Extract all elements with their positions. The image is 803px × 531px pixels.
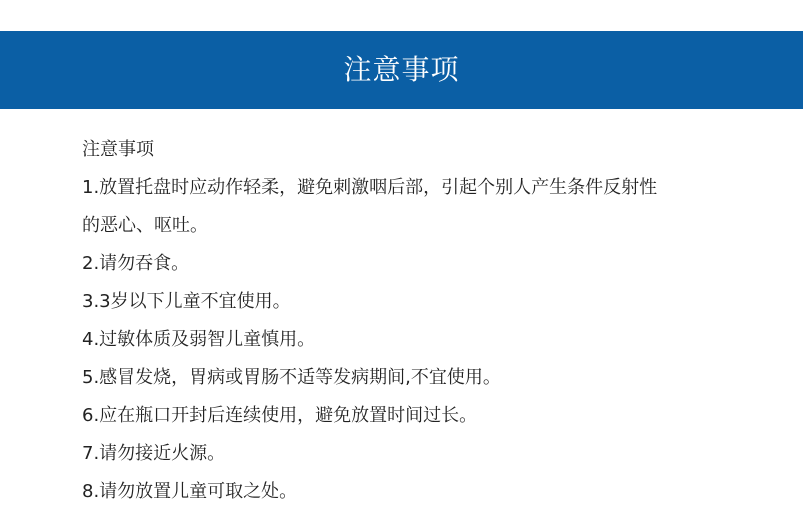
top-whitespace	[0, 0, 803, 31]
header-banner	[0, 31, 803, 109]
notice-line-8: 8.请勿放置儿童可取之处。	[82, 481, 298, 502]
notice-line-6: 6.应在瓶口开封后连续使用，避免放置时间过长。	[82, 405, 478, 426]
notice-line-5: 5.感冒发烧，胃病或胃肠不适等发病期间,不宜使用。	[82, 367, 501, 388]
page-title: 注意事项	[343, 53, 460, 86]
notice-line-2: 2.请勿吞食。	[82, 253, 190, 274]
notice-line-1-continued: 的恶心、呕吐。	[82, 215, 208, 236]
notice-line-3: 3.3岁以下儿童不宜使用。	[82, 291, 291, 312]
notice-line-7: 7.请勿接近火源。	[82, 443, 226, 464]
notice-line-1: 1.放置托盘时应动作轻柔，避免刺激咽后部，引起个别人产生条件反射性	[82, 177, 658, 198]
notice-line-4: 4.过敏体质及弱智儿童慎用。	[82, 329, 316, 350]
notice-content	[82, 131, 743, 511]
section-heading: 注意事项	[82, 139, 154, 160]
